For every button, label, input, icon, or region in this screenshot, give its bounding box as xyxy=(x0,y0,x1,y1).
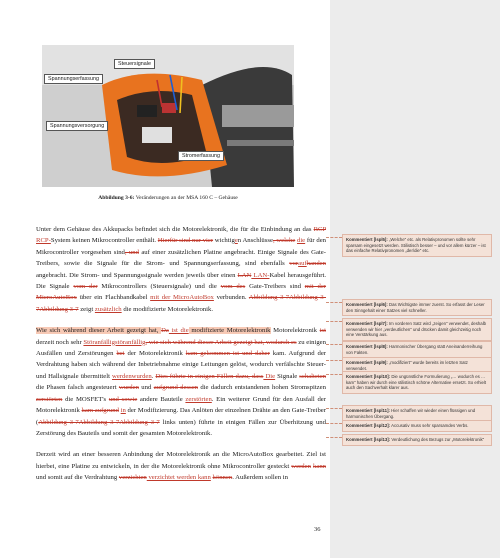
label-spannungserfassung: Spannungserfassung xyxy=(44,74,103,84)
comment-text: Im vorderen Satz wird „zeigen" verwendet, deshalb verwenden wir hier „verdeutlichen" und drücken damit gleichzeitig noch eine Verstärkung aus. xyxy=(346,321,487,338)
text-run: angebracht. Die Strom- und Spannungssignale werden jeweils über einen xyxy=(36,271,238,279)
deleted-text: schalteten xyxy=(299,372,327,380)
text-run: Unter dem Gehäuse des Akkupacks befindet sich die Motorelektronik, die für die Einbindung an das xyxy=(36,226,314,233)
page-number: 36 xyxy=(314,526,321,533)
deleted-text: , und xyxy=(124,248,139,256)
text-run: über ein Flachbandkabel xyxy=(76,294,151,302)
deleted-text: vom des xyxy=(220,283,246,291)
text-run: die modifizierte Motorelektronik. xyxy=(121,305,214,313)
text-run: und xyxy=(138,384,154,392)
comment-connector xyxy=(326,237,342,238)
text-run: und somit auf die Verdrahtung xyxy=(36,474,119,482)
inserted-text: RCP- xyxy=(36,237,51,245)
figure-caption xyxy=(42,195,294,201)
text-run: auf einer zusätzlichen Platine angebracht. Einige Signale des Gate-Treibers, sowie die Signale für die Strom- und Spannungserfassung, sind ebenfalls xyxy=(36,248,326,268)
text-run: Motorelektronik xyxy=(270,327,320,335)
deleted-text: wurden xyxy=(118,384,139,392)
comment-connector xyxy=(326,344,342,345)
comment-connector xyxy=(326,437,342,438)
label-stromerfassung: Stromerfassung xyxy=(178,151,224,161)
text-run: zeigt xyxy=(78,305,95,313)
text-run: System keinen Mikrocontroller enthält. xyxy=(50,237,158,245)
comment-label: Kommentiert [lspl8]: xyxy=(346,344,388,349)
deleted-text: RCP xyxy=(313,226,326,233)
comment-label: Kommentiert [lspl5]: xyxy=(346,237,388,242)
deleted-text: kam aufgrund xyxy=(81,407,119,415)
comment-label: Kommentiert [lspl7]: xyxy=(346,321,388,326)
paragraph-2 xyxy=(36,325,326,439)
comment-box[interactable] xyxy=(342,318,492,341)
deleted-text: Abbildung 3-7Abbildung 3-7Abbildung 3-7 xyxy=(38,418,160,426)
comment-text: Das Wichtigste immer zuerst. So erfasst der Leser den Sinngehalt einer Satzes viel schneller. xyxy=(346,302,485,313)
comment-connector xyxy=(326,408,342,409)
inserted-text: verzichtet werden kann xyxy=(146,474,211,482)
comment-text: Harmonischer Übergang statt Aneinanderreihung von Fakten. xyxy=(346,344,483,355)
chainsaw-photo xyxy=(42,45,294,187)
label-steuersignale: Steuersignale xyxy=(114,59,155,69)
inserted-text: ist xyxy=(168,327,181,335)
comment-text: Die ungünstliche Formulierung „… wodurch es … kam" haben wir durch eine stilistisch schöne Alternative ersetzt. So erhielt auch den Sachverhalt klarer aus. xyxy=(346,374,487,391)
text-run: Signale xyxy=(275,372,300,380)
comment-text: „modifiziert" wurde bereits im letzten Satz verwendet. xyxy=(346,360,468,371)
comment-box[interactable] xyxy=(342,420,492,432)
highlighted-text: Wie sich während dieser Arbeit gezeigt hat, xyxy=(36,327,162,335)
caption-label: Abbildung 3-6: xyxy=(98,195,135,201)
text-run: Gate-Treibers sind xyxy=(245,283,305,291)
text-run: . Außerdem sollen in xyxy=(232,474,288,482)
text-run: wichtig xyxy=(213,237,235,245)
comment-text: „Welche" etc. als Relativpronomen sollte sehr sparsam eingesetzt werden. Stilistisch besser – und vor allem kürzer – ist das einfache Relativpronomen „der/die" etc. xyxy=(346,237,486,254)
inserted-text: zerstörten xyxy=(185,395,212,403)
text-run: die dadurch entstandenen hohen Stromspitzen xyxy=(198,384,326,392)
comment-connector xyxy=(326,302,342,303)
highlighted-text: modifizierte Motorelektronik xyxy=(188,327,271,335)
comment-label: Kommentiert [lspl10]: xyxy=(346,374,391,379)
caption-text: Veränderungen an der MSA 160 C – Gehäuse xyxy=(134,195,238,201)
comment-box[interactable] xyxy=(342,371,492,394)
comment-box[interactable] xyxy=(342,234,492,257)
inserted-text: die xyxy=(296,237,306,245)
deleted-text: vor xyxy=(289,260,299,268)
text-run: links unten) führte in einigen Fällen zur Überhitzung und Zerstörung des Bauteils und somit der gesamten Motorelektronik. xyxy=(36,418,326,437)
text-run: verbunden. xyxy=(213,294,249,302)
comment-box[interactable] xyxy=(342,299,492,316)
deleted-text: kann xyxy=(313,462,327,470)
deleted-text: werden xyxy=(291,462,311,470)
comment-box[interactable] xyxy=(342,434,492,446)
text-run: n Anschlüsse xyxy=(237,237,273,245)
inserted-text: Die xyxy=(263,372,276,380)
text-run: Derzeit wird an einer besseren Anbindung der Motorelektronik an die MicroAutoBox gearbeitet. Ziel ist hierbei, eine Platine zu entwickeln, in der die Motorelektronik ohne Mikrocontroller gesteckt xyxy=(36,451,326,470)
comment-margin xyxy=(330,0,500,558)
inserted-text: LAN- xyxy=(251,271,270,279)
comment-connector xyxy=(326,321,342,322)
inserted-text: Störanfälligstöranfällig xyxy=(83,338,146,346)
comment-label: Kommentiert [lspl13]: xyxy=(346,437,391,442)
text-run: Mikrocontrollers (Steuersignale) und die xyxy=(97,283,221,291)
comment-connector xyxy=(326,360,342,361)
comment-label: Kommentiert [lspl12]: xyxy=(346,423,391,428)
comment-connector xyxy=(326,374,342,375)
inserted-text: auf xyxy=(298,260,307,268)
inserted-text: mit der MicroAutoBox xyxy=(150,294,214,302)
deleted-text: Hierfür sind nur vier xyxy=(157,237,214,245)
comment-text: Verdeutlichung des Bezugs zur „Motorelektronik" xyxy=(390,437,485,442)
comment-box[interactable] xyxy=(342,341,492,358)
deleted-text: zerstörten xyxy=(36,395,63,403)
text-run: Kabel herausgeführt. Die Signale xyxy=(36,271,326,291)
comment-text: Hier schaffen wir wieder einen flüssigen und harmonischen Übergang. xyxy=(346,408,476,419)
text-run: andere Bauteile xyxy=(137,395,186,403)
inserted-text: zusätzlich xyxy=(94,305,122,313)
deleted-text: können xyxy=(212,474,233,482)
inserted-text: die xyxy=(180,327,189,335)
deleted-text: Abbildung 3-7Abbildung 3-7Abbildung 3-7 xyxy=(36,294,327,313)
deleted-text: , wie sich während dieser Arbeit gezeigt hat, wodurch es xyxy=(145,338,297,346)
deleted-text: Da xyxy=(161,327,169,335)
inserted-text: in xyxy=(120,407,126,415)
deleted-text: vom der xyxy=(73,283,98,291)
paragraph-3 xyxy=(36,449,326,483)
comment-text: Accusativ muss sehr sparsamdes Verbs. xyxy=(390,423,469,428)
deleted-text: und sowie xyxy=(108,395,138,403)
deleted-text: aufgrund dessen xyxy=(153,384,198,392)
comment-label: Kommentiert [lspl11]: xyxy=(346,408,390,413)
deleted-text: kam gekommen ist und daher xyxy=(185,350,270,358)
deleted-text: Dies führte in einigen Fällen dazu, dass xyxy=(155,372,264,380)
text-run: die MOSFET's xyxy=(62,395,109,403)
text-run: für den Mikrocontroller vorgesehen sind xyxy=(36,237,327,256)
text-run: der Modifizierung. Das Anlöten der einzelnen Drähte an den Gate-Treiber ( xyxy=(36,407,327,426)
deleted-text: mit der MicroAutoBox xyxy=(36,283,327,302)
text-run: . xyxy=(151,372,156,380)
text-run: zu einigen Ausfällen und Zerstörungen xyxy=(36,338,326,358)
body-text xyxy=(36,224,326,494)
text-run: die Phasen falsch angesteuert xyxy=(36,384,119,392)
deleted-text: verzichten xyxy=(118,474,147,482)
comment-label: Kommentiert [lspl6]: xyxy=(346,302,388,307)
deleted-text: LAN xyxy=(237,271,252,279)
deleted-text: handen xyxy=(306,260,326,268)
text-run: . Ein weiterer Grund für den Ausfall der Motorelektronik xyxy=(36,395,326,415)
label-spannungsversorgung: Spannungsversorgung xyxy=(46,121,108,131)
comment-label: Kommentiert [lspl9]: xyxy=(346,360,388,365)
deleted-text: bei xyxy=(116,350,125,358)
text-run: der Motorelektronik xyxy=(124,350,186,358)
text-run: kam. Aufgrund der Verdrahtung haben sich während der Inbetriebnahme einige Leitungen gelöst, wodurch verfälschte Steuer- und Hallsignale übermittelt xyxy=(36,350,327,380)
inserted-text: werdenwurden xyxy=(111,372,152,380)
paragraph-1 xyxy=(36,224,326,315)
inserted-text: e xyxy=(234,237,238,245)
figure-photo xyxy=(42,45,294,187)
text-run: derzeit noch sehr xyxy=(36,338,84,346)
comment-connector xyxy=(326,423,342,424)
deleted-text: , welche xyxy=(272,237,296,245)
deleted-text: ist xyxy=(319,327,326,335)
